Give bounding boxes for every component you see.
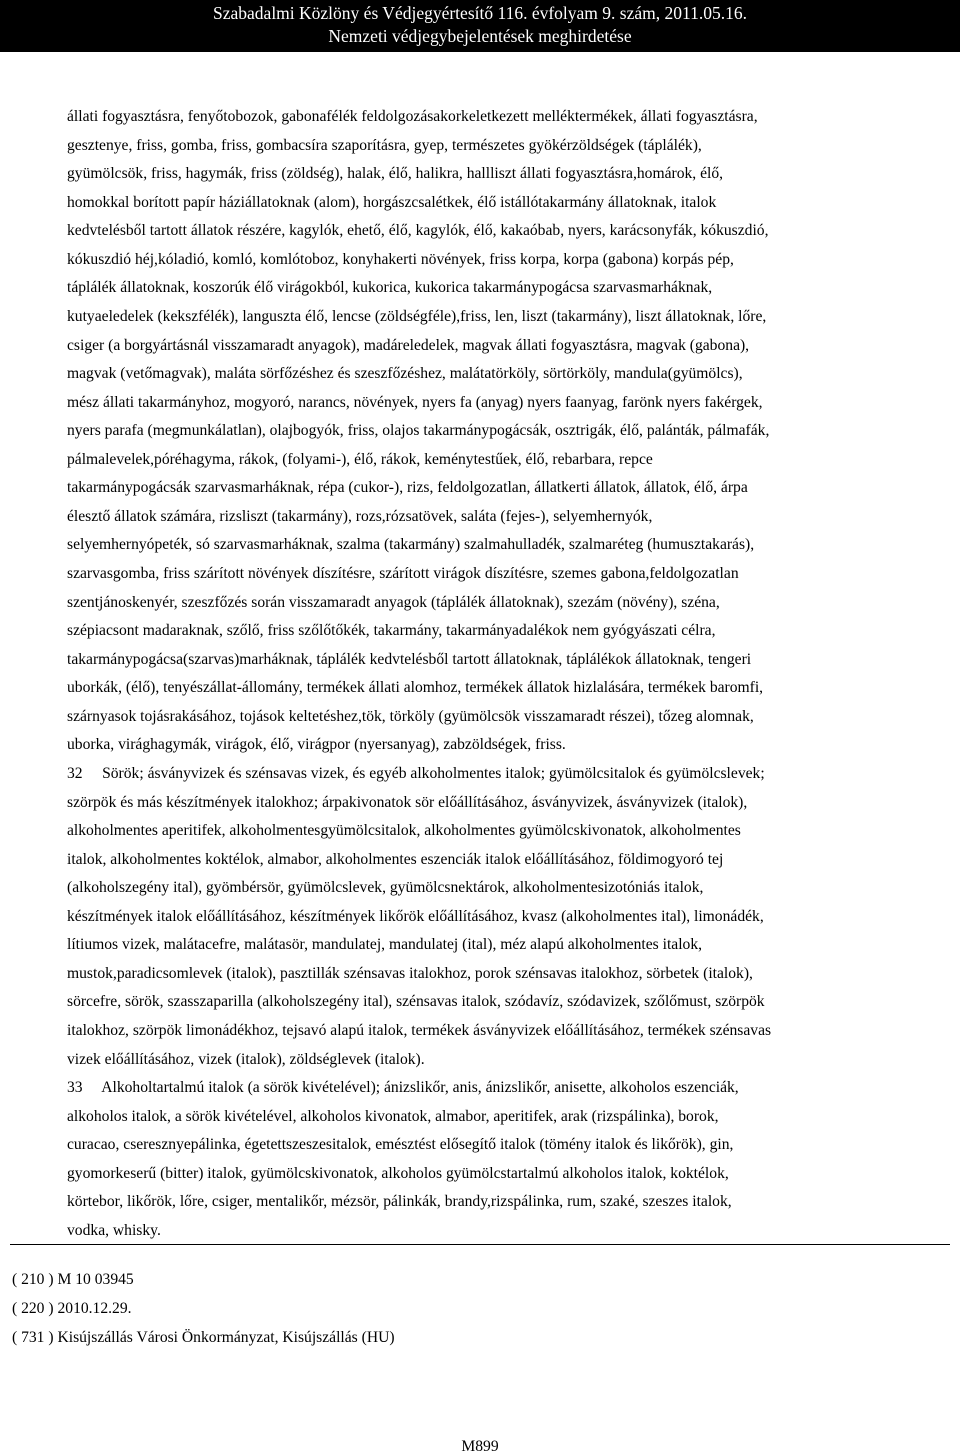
text-line: sörcefre, sörök, szasszaparilla (alkoholszegény ital), szénsavas italok, szódavíz, szódavizek, szőlőmust, szörpök [67, 993, 765, 1011]
text-line: italokhoz, szörpök limonádékhoz, tejsavó alapú italok, termékek ásványvizek előállításához, termékek szénsavas [67, 1022, 772, 1039]
text-line: magvak (vetőmagvak), maláta sörfőzéshez és szeszfőzéshez, malátatörköly, sörtörköly, mandula(gyümölcs), [67, 365, 743, 383]
filing-date: ( 220 ) 2010.12.29. [12, 1300, 132, 1317]
page-number: M899 [461, 1438, 499, 1455]
text-line: selyemhernyópeték, só szarvasmarháknak, szalma (takarmány) szalmahulladék, szalmaréteg (humusztakarás), [67, 536, 755, 554]
application-number: ( 210 ) M 10 03945 [12, 1271, 134, 1288]
text-line: 33 Alkoholtartalmú italok (a sörök kivételével); ánizslikőr, anis, ánizslikőr, anisette, alkoholos eszenciák, [67, 1079, 739, 1097]
text-line: táplálék állatoknak, koszorúk élő virágokból, kukorica, kukorica takarmánypogácsa szarvasmarháknak, [67, 279, 713, 297]
applicant: ( 731 ) Kisújszállás Városi Önkormányzat, Kisújszállás (HU) [12, 1329, 395, 1346]
text-line: élesztő állatok számára, rizsliszt (takarmány), rozs,rózsatövek, saláta (fejes-), selyemhernyók, [67, 507, 653, 525]
text-line: pálmalevelek,póréhagyma, rákok, (folyami-), élő, rákok, keménytestűek, élő, rebarbara, repce [67, 450, 653, 468]
text-line: (alkoholszegény ital), gyömbérsör, gyümölcslevek, gyümölcsnektárok, alkoholmentesizotóniás italok, [67, 879, 704, 897]
text-line: készítmények italok előállításához, készítmények likőrök előállításához, kvasz (alkoholmentes ital), limonádék, [67, 907, 764, 925]
text-line: uborkák, (élő), tenyészállat-állomány, termékek állati alomhoz, termékek állatok hizlalására, termékek baromfi, [67, 679, 764, 697]
text-line: mész állati takarmányhoz, mogyoró, narancs, növények, nyers fa (anyag) nyers faanyag, farönk nyers fakérgek, [67, 393, 763, 411]
text-line: gyomorkeserű (bitter) italok, gyümölcskivonatok, alkoholos gyümölcstartalmú alkoholos italok, koktélok, [67, 1164, 729, 1182]
text-line: mustok,paradicsomlevek (italok), pasztillák szénsavas italokhoz, porok szénsavas italokhoz, sörbetek (italok), [67, 964, 753, 982]
goods-list-text [67, 103, 897, 1246]
section-title: Nemzeti védjegybejelentések meghirdetése [328, 26, 632, 46]
text-line: szárnyasok tojásrakásához, tojások keltetéshez,tök, törköly (gyümölcsök visszamaradt részei), tőzeg alomnak, [67, 707, 754, 725]
text-line: szörpök és más készítmények italokhoz; árpakivonatok sör előállításához, ásványvizek, ásványvizek (italok), [67, 793, 748, 811]
text-line: csiger (a borgyártásnál visszamaradt anyagok), madáreledelek, magvak állati fogyasztásra, magvak (gabona), [67, 336, 750, 354]
journal-title: Szabadalmi Közlöny és Védjegyértesítő 116. évfolyam 9. szám, 2011.05.16. [213, 3, 747, 23]
text-line: alkoholmentes aperitifek, alkoholmentesgyümölcsitalok, alkoholmentes gyümölcskivonatok, alkoholmentes [67, 822, 741, 840]
text-line: gesztenye, friss, gomba, friss, gombacsíra szaporításra, gyep, természetes gyökérzöldségek (táplálék), [67, 136, 702, 154]
text-line: vizek előállításához, vizek (italok), zöldséglevek (italok). [67, 1050, 425, 1068]
text-line: uborka, virághagymák, virágok, élő, virágpor (nyersanyag), zabzöldségek, friss. [67, 736, 566, 754]
text-line: kókuszdió héj,kóladió, komló, komlótoboz, konyhakerti növények, friss korpa, korpa (gabona) korpás pép, [67, 250, 734, 268]
text-line: homokkal borított papír háziállatoknak (alom), horgászcsalétkek, élő istállótakarmány állatoknak, italok [67, 193, 717, 211]
text-line: curacao, cseresznyepálinka, égetettszeszesitalok, emésztést elősegítő italok (tömény italok és likőrök), gin, [67, 1136, 734, 1154]
text-line: állati fogyasztásra, fenyőtobozok, gabonafélék feldolgozásakorkeletkezett melléktermékek, állati fogyasztásra, [67, 108, 758, 125]
text-line: kedvtelésből tartott állatok részére, kagylók, ehető, élő, kagylók, élő, kakaóbab, nyers, karácsonyfák, kókuszdió, [67, 222, 769, 240]
gazette-header [0, 0, 960, 52]
text-line: takarmánypogácsa(szarvas)marháknak, táplálék kedvtelésből tartott állatoknak, táplálékok állatoknak, tengeri [67, 650, 752, 668]
text-line: nyers parafa (megmunkálatlan), olajbogyók, friss, olajos takarmánypogácsák, osztrigák, élő, palánták, pálmafák, [67, 422, 770, 440]
text-line: vodka, whisky. [67, 1221, 161, 1239]
divider-line [10, 1244, 950, 1245]
text-line: szépiacsont madaraknak, szőlő, friss szőlőtőkék, takarmány, takarmányadalékok nem gyógyászati célra, [67, 622, 716, 640]
text-line: kutyaeledelek (kekszfélék), languszta élő, lencse (zöldségféle),friss, len, liszt (takarmány), liszt állatoknak, lőre, [67, 307, 767, 325]
text-line: szarvasgomba, friss szárított növények díszítésre, szárított virágok díszítésre, szemes gabona,feldolgozatlan [67, 565, 739, 582]
text-line: 32 Sörök; ásványvizek és szénsavas vizek, és egyéb alkoholmentes italok; gyümölcsitalok és gyümölcslevek; [67, 764, 765, 782]
text-line: alkoholos italok, a sörök kivételével, alkoholos kivonatok, almabor, aperitifek, arak (rizspálinka), borok, [67, 1107, 719, 1125]
text-line: takarmánypogácsák szarvasmarháknak, répa (cukor-), rizs, feldolgozatlan, állatkerti állatok, állatok, élő, árpa [67, 479, 748, 497]
text-line: körtebor, likőrök, lőre, csiger, mentalikőr, mézsör, pálinkák, brandy,rizspálinka, rum, szaké, szeszes italok, [67, 1193, 732, 1211]
text-line: szentjánoskenyér, szeszfőzés során visszamaradt anyagok (táplálék állatoknak), szezám (növény), széna, [67, 593, 720, 611]
text-line: lítiumos vizek, malátacefre, malátasör, mandulatej, mandulatej (ital), méz alapú alkoholmentes italok, [67, 936, 703, 954]
text-line: italok, alkoholmentes koktélok, almabor, alkoholmentes eszenciák italok előállításához, földimogyoró tej [67, 850, 724, 868]
text-line: gyümölcsök, friss, hagymák, friss (zöldség), halak, élő, halikra, hallliszt állati fogyasztásra,homárok, élő, [67, 165, 724, 183]
application-record [12, 1265, 395, 1352]
